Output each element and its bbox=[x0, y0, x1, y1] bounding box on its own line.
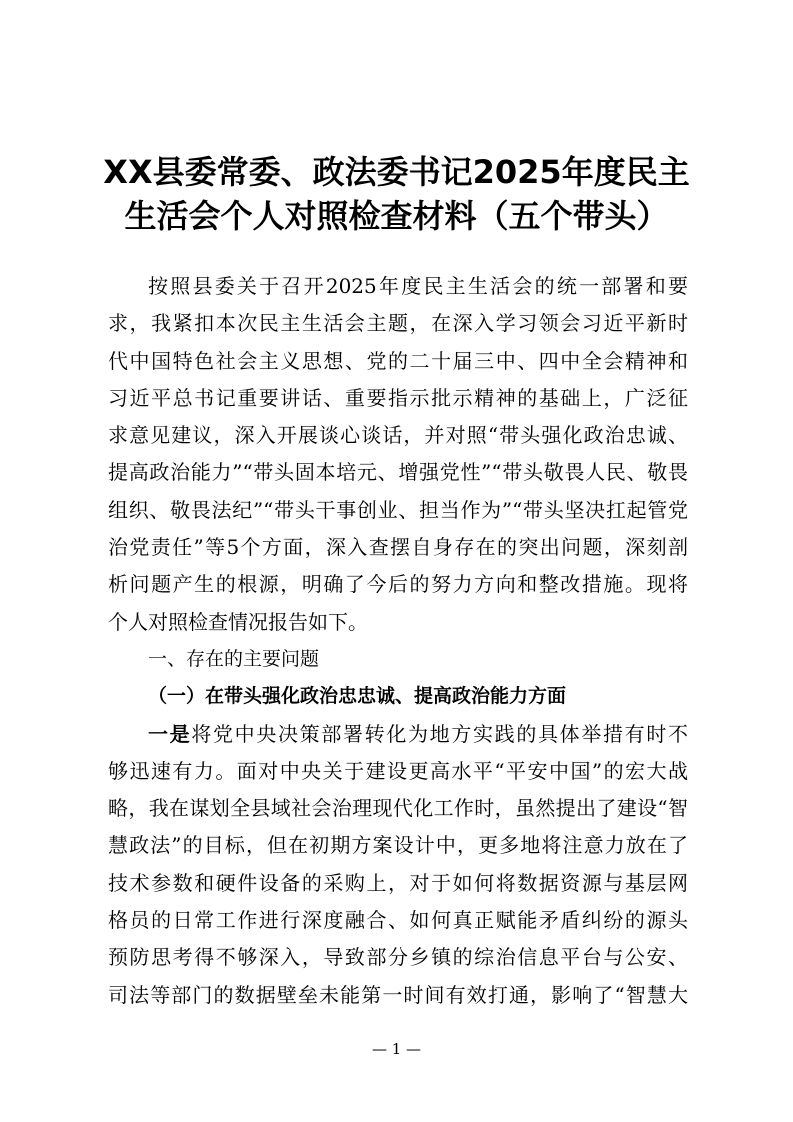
paragraph-line bbox=[108, 716, 688, 753]
paragraph-line: 习近平总书记重要讲话、重要指示批示精神的基础上，广泛征 bbox=[108, 385, 688, 410]
paragraph-line: 格员的日常工作进行深度融合、如何真正赋能矛盾纠纷的源头 bbox=[108, 908, 688, 933]
paragraph-line: 司法等部门的数据壁垒未能第一时间有效打通，影响了“智慧大 bbox=[108, 982, 688, 1007]
document-title bbox=[100, 150, 693, 238]
subsection-heading: （一）在带头强化政治忠忠诚、提高政治能力方面 bbox=[148, 685, 567, 708]
paragraph-line: 代中国特色社会主义思想、党的二十届三中、四中全会精神和 bbox=[108, 348, 688, 373]
paragraph-line: 求意见建议，深入开展谈心谈话，并对照“带头强化政治忠诚、 bbox=[108, 423, 688, 448]
paragraph-line: 提高政治能力”“带头固本培元、增强党性”“带头敬畏人民、敬畏 bbox=[108, 460, 688, 485]
paragraph-line: 预防思考得不够深入，导致部分乡镇的综治信息平台与公安、 bbox=[108, 945, 688, 970]
paragraph-line: 个人对照检查情况报告如下。 bbox=[108, 609, 368, 634]
paragraph-line: 治党责任”等5个方面，深入查摆自身存在的突出问题，深刻剖 bbox=[108, 535, 688, 560]
paragraph-first-rest: 将党中央决策部署转化为地方实践的具体举措有时不 bbox=[191, 721, 689, 746]
paragraph-line: 按照县委关于召开2025年度民主生活会的统一部署和要 bbox=[148, 274, 688, 298]
title-line-2: 生活会个人对照检查材料（五个带头） bbox=[124, 197, 669, 235]
section-heading: 一、存在的主要问题 bbox=[148, 647, 320, 670]
paragraph-line: 析问题产生的根源，明确了今后的努力方向和整改措施。现将 bbox=[108, 572, 688, 597]
paragraph-lead: 一是 bbox=[148, 721, 192, 746]
paragraph-line: 技术参数和硬件设备的采购上，对于如何将数据资源与基层网 bbox=[108, 870, 688, 895]
paragraph-line: 慧政法”的目标，但在初期方案设计中，更多地将注意力放在了 bbox=[108, 833, 688, 858]
paragraph-line: 略，我在谋划全县域社会治理现代化工作时，虽然提出了建设“智 bbox=[108, 796, 688, 821]
paragraph-line: 够迅速有力。面对中央关于建设更高水平“平安中国”的宏大战 bbox=[108, 758, 688, 783]
paragraph-line: 求，我紧扣本次民主生活会主题，在深入学习领会习近平新时 bbox=[108, 311, 688, 336]
document-body bbox=[108, 268, 688, 1014]
title-line-1: XX县委常委、政法委书记2025年度民主 bbox=[103, 153, 690, 191]
paragraph-line: 组织、敬畏法纪”“带头干事创业、担当作为”“带头坚决扛起管党 bbox=[108, 497, 688, 522]
page-number: — 1 — bbox=[371, 1040, 422, 1058]
